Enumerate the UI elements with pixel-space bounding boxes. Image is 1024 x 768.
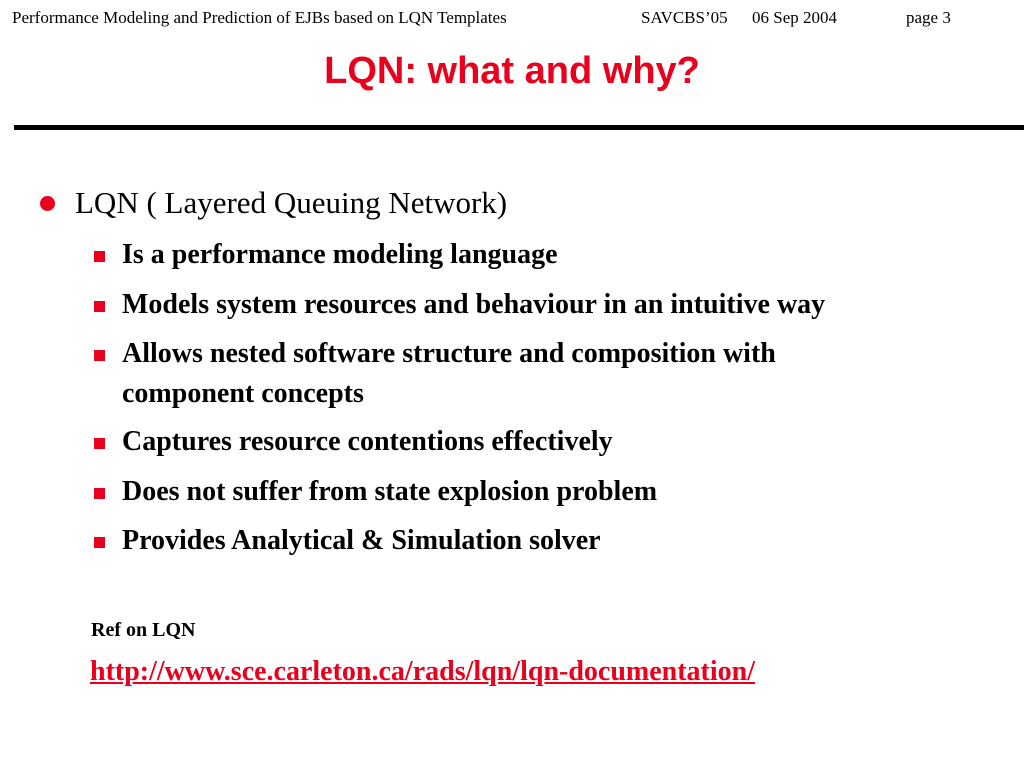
sub-bullet (94, 235, 558, 275)
reference-link[interactable]: http://www.sce.carleton.ca/rads/lqn/lqn-documentation/ (90, 656, 756, 687)
slide-title: LQN: what and why? (324, 50, 700, 92)
sub-bullet (94, 472, 657, 512)
red-square-icon (94, 350, 105, 361)
sub-bullet-text: Models system resources and behaviour in an intuitive way (122, 289, 826, 320)
bullet-lqn (40, 183, 507, 223)
header-page-number: page 3 (906, 8, 951, 27)
sub-bullet (94, 334, 776, 374)
red-square-icon (94, 537, 105, 548)
sub-bullet (94, 285, 825, 325)
sub-bullet (94, 521, 601, 561)
reference-label: Ref on LQN (91, 619, 196, 641)
sub-bullet-text: Is a performance modeling language (122, 239, 558, 270)
header-title: Performance Modeling and Prediction of EJBs based on LQN Templates (12, 8, 507, 27)
sub-bullet-continuation-text: component concepts (122, 378, 364, 409)
sub-bullet (94, 422, 613, 462)
sub-bullet-text: Provides Analytical & Simulation solver (122, 525, 601, 556)
sub-bullet-text: Does not suffer from state explosion problem (122, 476, 658, 507)
sub-bullet-text: Allows nested software structure and composition with (122, 338, 776, 369)
title-divider (14, 125, 1024, 130)
red-square-icon (94, 488, 105, 499)
bullet-text: LQN ( Layered Queuing Network) (75, 185, 508, 220)
red-dot-icon (40, 196, 55, 211)
sub-bullet-continuation (122, 374, 364, 414)
header-date: 06 Sep 2004 (752, 8, 837, 27)
red-square-icon (94, 301, 105, 312)
header-conference: SAVCBS’05 (641, 8, 728, 27)
red-square-icon (94, 251, 105, 262)
red-square-icon (94, 438, 105, 449)
sub-bullet-text: Captures resource contentions effectively (122, 426, 613, 457)
